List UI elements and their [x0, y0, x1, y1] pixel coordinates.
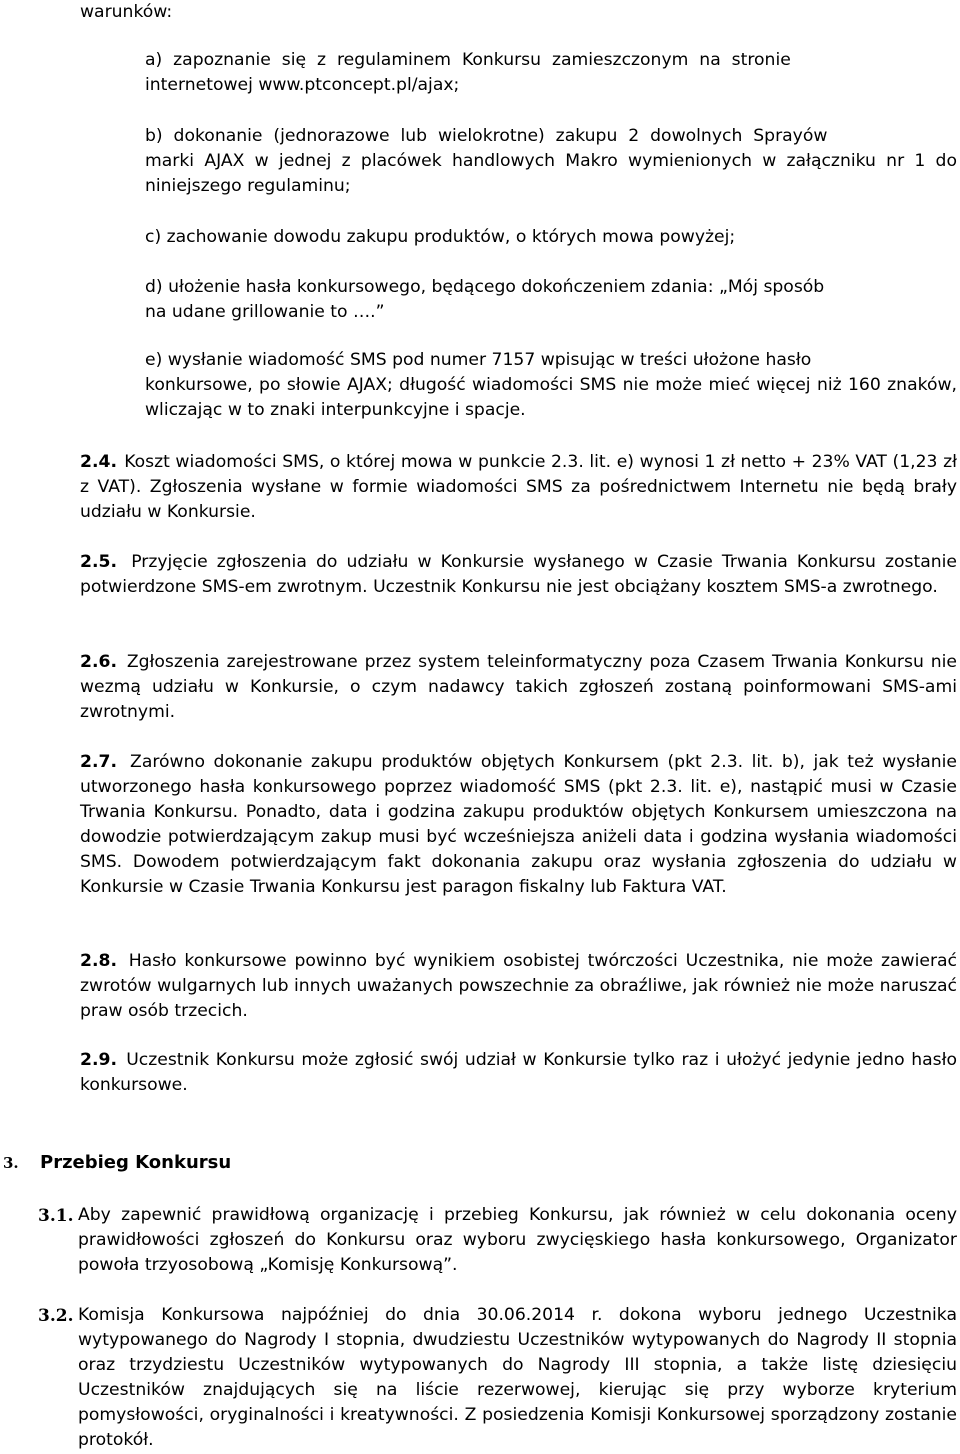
section-number: 3.: [3, 1154, 19, 1172]
section-title: Przebieg Konkursu: [40, 1152, 232, 1173]
condition-a-line1: a) zapoznanie się z regulaminem Konkursu zamieszczonym na stronie: [145, 50, 791, 70]
paragraph-2-5: [80, 550, 957, 600]
condition-b: [145, 124, 957, 199]
paragraph-number: 3.2.: [38, 1306, 74, 1326]
paragraph-2-9: [80, 1048, 957, 1098]
condition-d-line1: d) ułożenie hasła konkursowego, będącego dokończeniem zdania: „Mój sposób: [145, 277, 825, 297]
condition-c: [145, 225, 957, 250]
condition-e-rest: konkursowe, po słowie AJAX; długość wiadomości SMS nie może mieć więcej niż 160 znaków, wliczając w to znaki interpunkcyjne i spacje.: [145, 375, 957, 420]
condition-e-line1: e) wysłanie wiadomość SMS pod numer 7157 wpisując w treści ułożone hasło: [145, 350, 812, 370]
condition-e: [145, 348, 957, 423]
condition-d: [145, 275, 957, 325]
paragraph-2-6: [80, 650, 957, 725]
paragraph-number: 2.9.: [80, 1050, 117, 1070]
paragraph-number: 2.8.: [80, 951, 117, 971]
paragraph-2-7: [80, 750, 957, 900]
intro-text: warunków:: [80, 2, 173, 22]
paragraph-text: Aby zapewnić prawidłową organizację i przebieg Konkursu, jak również w celu dokonania oceny prawidłowości zgłoszeń do Konkursu oraz wyboru zwycięskiego hasła konkursowego, Organizator powoła trzyosobową „Komisję Konkursową”.: [78, 1205, 957, 1275]
paragraph-text: Uczestnik Konkursu może zgłosić swój udział w Konkursie tylko raz i ułożyć jedynie jedno hasło konkursowe.: [80, 1050, 957, 1095]
condition-a: [145, 48, 957, 98]
condition-a-rest: internetowej www.ptconcept.pl/ajax;: [145, 75, 460, 95]
paragraph-2-4: [80, 450, 957, 525]
condition-c-line1: c) zachowanie dowodu zakupu produktów, o których mowa powyżej;: [145, 227, 736, 247]
condition-b-line1: b) dokonanie (jednorazowe lub wielokrotne) zakupu 2 dowolnych Sprayów: [145, 126, 828, 146]
paragraph-text: Koszt wiadomości SMS, o której mowa w punkcie 2.3. lit. e) wynosi 1 zł netto + 23% VAT (1,23 zł z VAT). Zgłoszenia wysłane w formie wiadomości SMS za pośrednictwem Internetu nie będą brały udziału w Konkursie.: [80, 452, 957, 522]
paragraph-2-8: [80, 949, 957, 1024]
condition-d-rest: na udane grillowanie to ….”: [145, 302, 385, 322]
paragraph-text: Komisja Konkursowa najpóźniej do dnia 30.06.2014 r. dokona wyboru jednego Uczestnika wytypowanego do Nagrody I stopnia, dwudziestu Uczestników wytypowanych do Nagrody II stopnia oraz trzydziestu Uczestników wytypowanych do Nagrody III stopnia, a także listę dziesięciu Uczestników znajdujących się na liście rezerwowej, kierując się przy wyborze kryterium pomysłowości, oryginalności i kreatywności. Z posiedzenia Komisji Konkursowej sporządzony zostanie protokół.: [78, 1305, 957, 1450]
paragraph-number: 2.4.: [80, 452, 117, 472]
paragraph-number: 2.7.: [80, 752, 117, 772]
section-heading: [0, 1150, 960, 1175]
paragraph-number: 2.6.: [80, 652, 117, 672]
paragraph-number: 3.1.: [38, 1206, 74, 1226]
paragraph-text: Zarówno dokonanie zakupu produktów objętych Konkursem (pkt 2.3. lit. b), jak też wysłanie utworzonego hasła konkursowego poprzez wiadomość SMS (pkt 2.3. lit. e), nastąpić musi w Czasie Trwania Konkursu. Ponadto, data i godzina zakupu produktów objętych Konkursem umieszczona na dowodzie potwierdzającym zakup musi być wcześniejsza aniżeli data i godzina wysłania wiadomości SMS. Dowodem potwierdzającym fakt dokonania zakupu oraz wysłania zgłoszenia do udziału w Konkursie w Czasie Trwania Konkursu jest paragon fiskalny lub Faktura VAT.: [80, 752, 957, 897]
paragraph-number: 2.5.: [80, 552, 117, 572]
paragraph-3-1: [38, 1203, 957, 1278]
condition-b-rest: marki AJAX w jednej z placówek handlowych Makro wymienionych w załączniku nr 1 do niniejszego regulaminu;: [145, 151, 957, 196]
paragraph-text: Przyjęcie zgłoszenia do udziału w Konkursie wysłanego w Czasie Trwania Konkursu zostanie potwierdzone SMS-em zwrotnym. Uczestnik Konkursu nie jest obciążany kosztem SMS-a zwrotnego.: [80, 552, 957, 597]
paragraph-text: Zgłoszenia zarejestrowane przez system teleinformatyczny poza Czasem Trwania Konkursu nie wezmą udziału w Konkursie, o czym nadawcy takich zgłoszeń zostaną poinformowani SMS-ami zwrotnymi.: [80, 652, 957, 722]
paragraph-3-2: [38, 1303, 957, 1453]
paragraph-text: Hasło konkursowe powinno być wynikiem osobistej twórczości Uczestnika, nie może zawierać zwrotów wulgarnych lub innych uważanych powszechnie za obraźliwe, jak również nie może naruszać praw osób trzecich.: [80, 951, 957, 1021]
